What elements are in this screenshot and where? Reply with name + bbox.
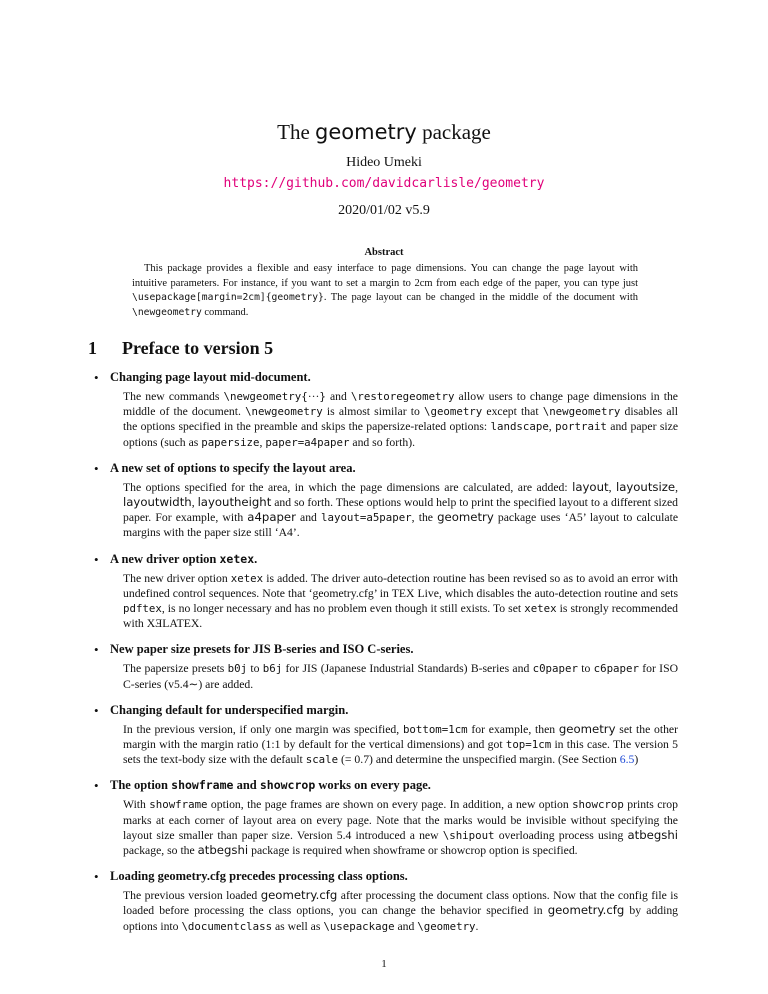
- list-item: [94, 868, 679, 934]
- list-item: [94, 702, 679, 768]
- item-heading: New paper size presets for JIS B-series and ISO C-series.: [110, 642, 414, 657]
- list-item: [94, 551, 678, 632]
- bullet-icon: •: [94, 778, 99, 794]
- item-body: The options specified for the area, in which the page dimensions are calculated, are added: layout, layoutsize, layoutwidth, layoutheight and so forth. These options would help to print the specified layout to a different sized paper. For example, with a4paper and layout=a5paper, the geometry package uses ‘A5’ layout to calculate margins with the paper size still ‘A4’.: [123, 479, 679, 540]
- item-body: In the previous version, if only one margin was specified, bottom=1cm for example, then geometry set the other margin with the margin ratio (1:1 by default for the vertical dimensions) and got top=1cm in this case. The version 5 sets the text-body size with the default scale (= 0.7) and determine the unspecified margin. (See Section 6.5): [123, 721, 679, 767]
- list-item: [94, 460, 679, 541]
- bullet-icon: •: [94, 551, 99, 567]
- item-heading: A new driver option xetex.: [110, 551, 258, 566]
- bullet-icon: •: [94, 460, 99, 476]
- item-heading: Changing default for underspecified margin.: [110, 702, 349, 717]
- item-heading: Loading geometry.cfg precedes processing class options.: [110, 869, 408, 884]
- item-body: The new commands \newgeometry{···} and \restoregeometry allow users to change page dimensions in the middle of the document. \newgeometry is almost similar to \geometry except that \newgeometry disables all the options specified in the preamble and skips the papersize-related options: landscape, portrait and paper size options (such as papersize, paper=a4paper and so forth).: [123, 390, 679, 449]
- list-item: [94, 641, 679, 691]
- section-heading: [88, 338, 273, 359]
- author: Hideo Umeki: [346, 155, 422, 170]
- repository-link[interactable]: https://github.com/davidcarlisle/geometry: [223, 176, 545, 191]
- abstract-body: This package provides a flexible and easy interface to page dimensions. You can change the page layout with intuitive parameters. For instance, if you want to set a margin to 2cm from each edge of the paper, you can type just \usepackage[margin=2cm]{geometry}. The page layout can be changed in the middle of the document with \newgeometry command.: [132, 263, 638, 318]
- bullet-icon: •: [94, 702, 99, 718]
- page-number: 1: [381, 958, 387, 970]
- item-body: With showframe option, the page frames are shown on every page. In addition, a new option showcrop prints crop marks at each corner of layout area on every page. Note that the marks would be invisible without specifying the layout size smaller than paper size. Version 5.4 introduced a new \shipout overloading process using atbegshi package, so the atbegshi package is required when showframe or showcrop option is specified.: [123, 798, 679, 858]
- list-item: [94, 777, 679, 858]
- bullet-icon: •: [94, 370, 99, 385]
- list-item: [94, 369, 679, 450]
- item-body: The previous version loaded geometry.cfg after processing the document class options. Now that the config file is loaded before processing the class options, you can change the behavior specified in geometry.cfg by adding options into \documentclass as well as \usepackage and \geometry.: [123, 888, 679, 933]
- preface-list: [94, 369, 679, 944]
- document-title: The geometry package: [277, 120, 491, 144]
- abstract-heading: Abstract: [364, 247, 404, 258]
- item-body: The papersize presets b0j to b6j for JIS (Japanese Industrial Standards) B-series and c0paper to c6paper for ISO C-series (v5.4∼) are added.: [123, 662, 679, 691]
- bullet-icon: •: [94, 869, 99, 885]
- section-link[interactable]: 6.5: [619, 753, 635, 767]
- item-heading: A new set of options to specify the layout area.: [110, 460, 356, 475]
- item-body: The new driver option xetex is added. The driver auto-detection routine has been revised so as to avoid an error with undefined control sequences. Note that ‘geometry.cfg’ in TEX Live, which disables the auto-detection routine and sets pdftex, is no longer necessary and has no problem even though it still exists. To set xetex is strongly recommended with XƎLATEX.: [123, 571, 678, 631]
- section-number: 1: [88, 338, 97, 358]
- bullet-icon: •: [94, 642, 99, 658]
- section-title: Preface to version 5: [122, 338, 274, 358]
- item-heading: Changing page layout mid-document.: [110, 370, 311, 384]
- version-date: 2020/01/02 v5.9: [338, 203, 430, 218]
- item-heading: The option showframe and showcrop works on every page.: [110, 778, 431, 793]
- package-name: geometry: [315, 120, 417, 144]
